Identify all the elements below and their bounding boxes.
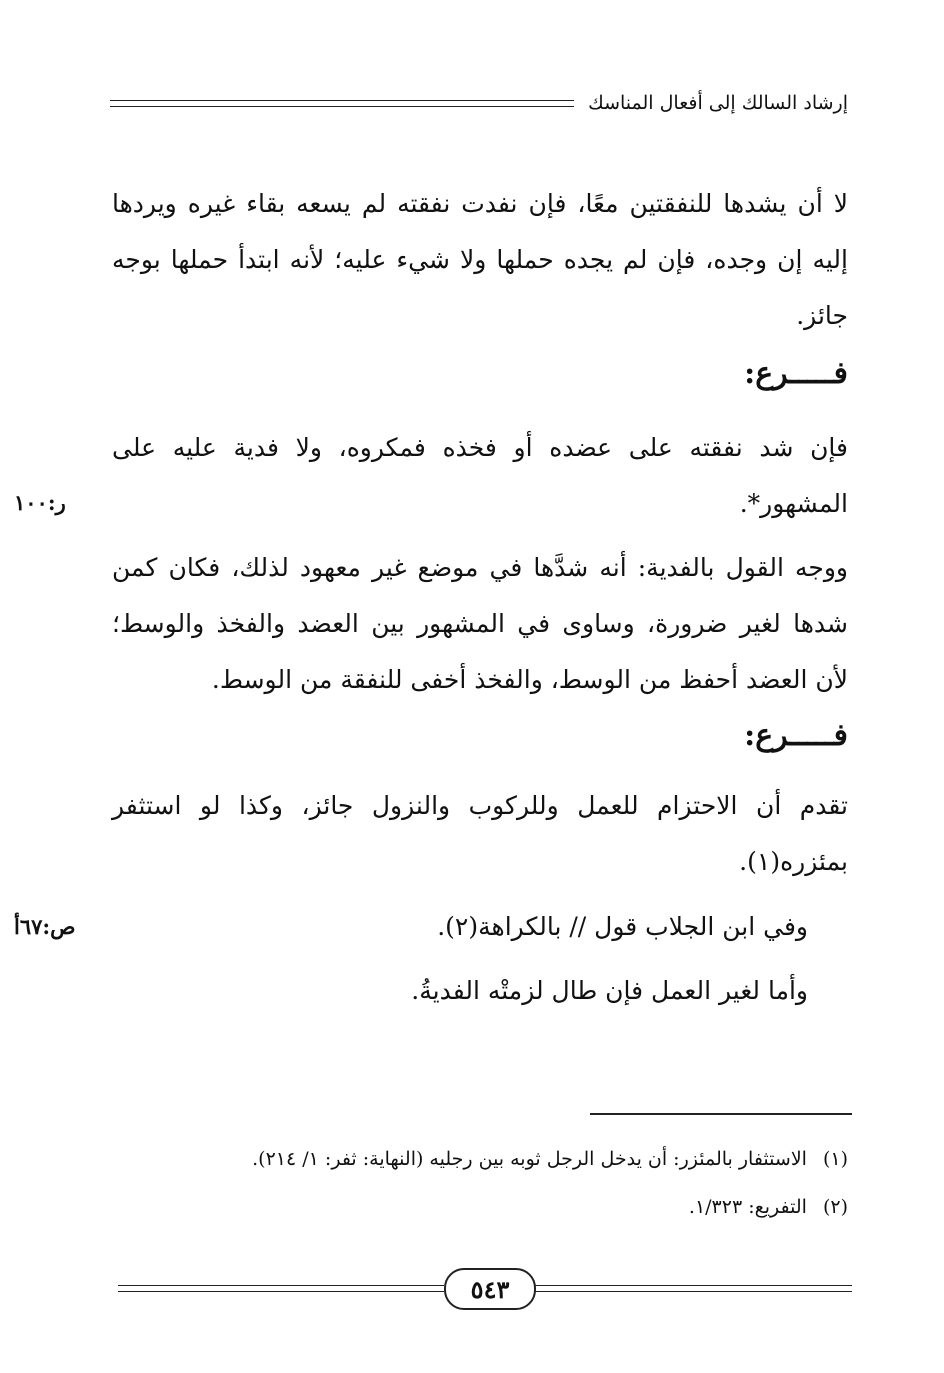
margin-reference-1: ر:١٠٠	[14, 490, 66, 515]
footnote-1	[252, 1148, 848, 1170]
header-title: إرشاد السالك إلى أفعال المناسك	[588, 92, 848, 114]
paragraph-5: وفي ابن الجلاب قول // بالكراهة(٢).	[437, 912, 808, 941]
footnote-2	[689, 1196, 848, 1218]
footnote-separator	[590, 1113, 852, 1115]
page-number: ٥٤٣	[444, 1268, 536, 1310]
footnote-marker: (٢)	[822, 1196, 848, 1218]
paragraph-4: تقدم أن الاحتزام للعمل وللركوب والنزول جائز، وكذا لو استثفر بمئزره(١).	[112, 791, 848, 876]
footnote-marker: (١)	[822, 1148, 848, 1170]
footnote-text: التفريع: ١/٣٢٣.	[688, 1196, 807, 1218]
footer-rule-right	[534, 1285, 852, 1292]
section-heading-2: فـــــرع:	[744, 718, 848, 753]
footnote-text: الاستثفار بالمئزر: أن يدخل الرجل ثوبه بين رجليه (النهاية: ثفر: ١/ ٢١٤).	[252, 1148, 807, 1170]
header-rule	[110, 100, 574, 107]
paragraph-6: وأما لغير العمل فإن طال لزمتْه الفديةُ.	[411, 976, 808, 1005]
running-header	[110, 88, 848, 118]
section-heading-1: فـــــرع:	[744, 356, 848, 391]
footer-rule-left	[118, 1285, 444, 1292]
paragraph-3: ووجه القول بالفدية: أنه شدَّها في موضع غير معهود لذلك، فكان كمن شدها لغير ضرورة، وساوى في المشهور بين العضد والفخذ والوسط؛ لأن العضد أحفظ من الوسط، والفخذ أخفى للنفقة من الوسط.	[112, 553, 848, 694]
paragraph-1: لا أن يشدها للنفقتين معًا، فإن نفدت نفقته لم يسعه بقاء غيره ويردها إليه إن وجده، فإن لم يجده حملها ولا شيء عليه؛ لأنه ابتدأ حملها بوجه جائز.	[112, 189, 848, 330]
paragraph-2: فإن شد نفقته على عضده أو فخذه فمكروه، ولا فدية عليه على المشهور*.	[112, 433, 848, 518]
margin-reference-2: ص:٦٧أ	[14, 914, 76, 939]
